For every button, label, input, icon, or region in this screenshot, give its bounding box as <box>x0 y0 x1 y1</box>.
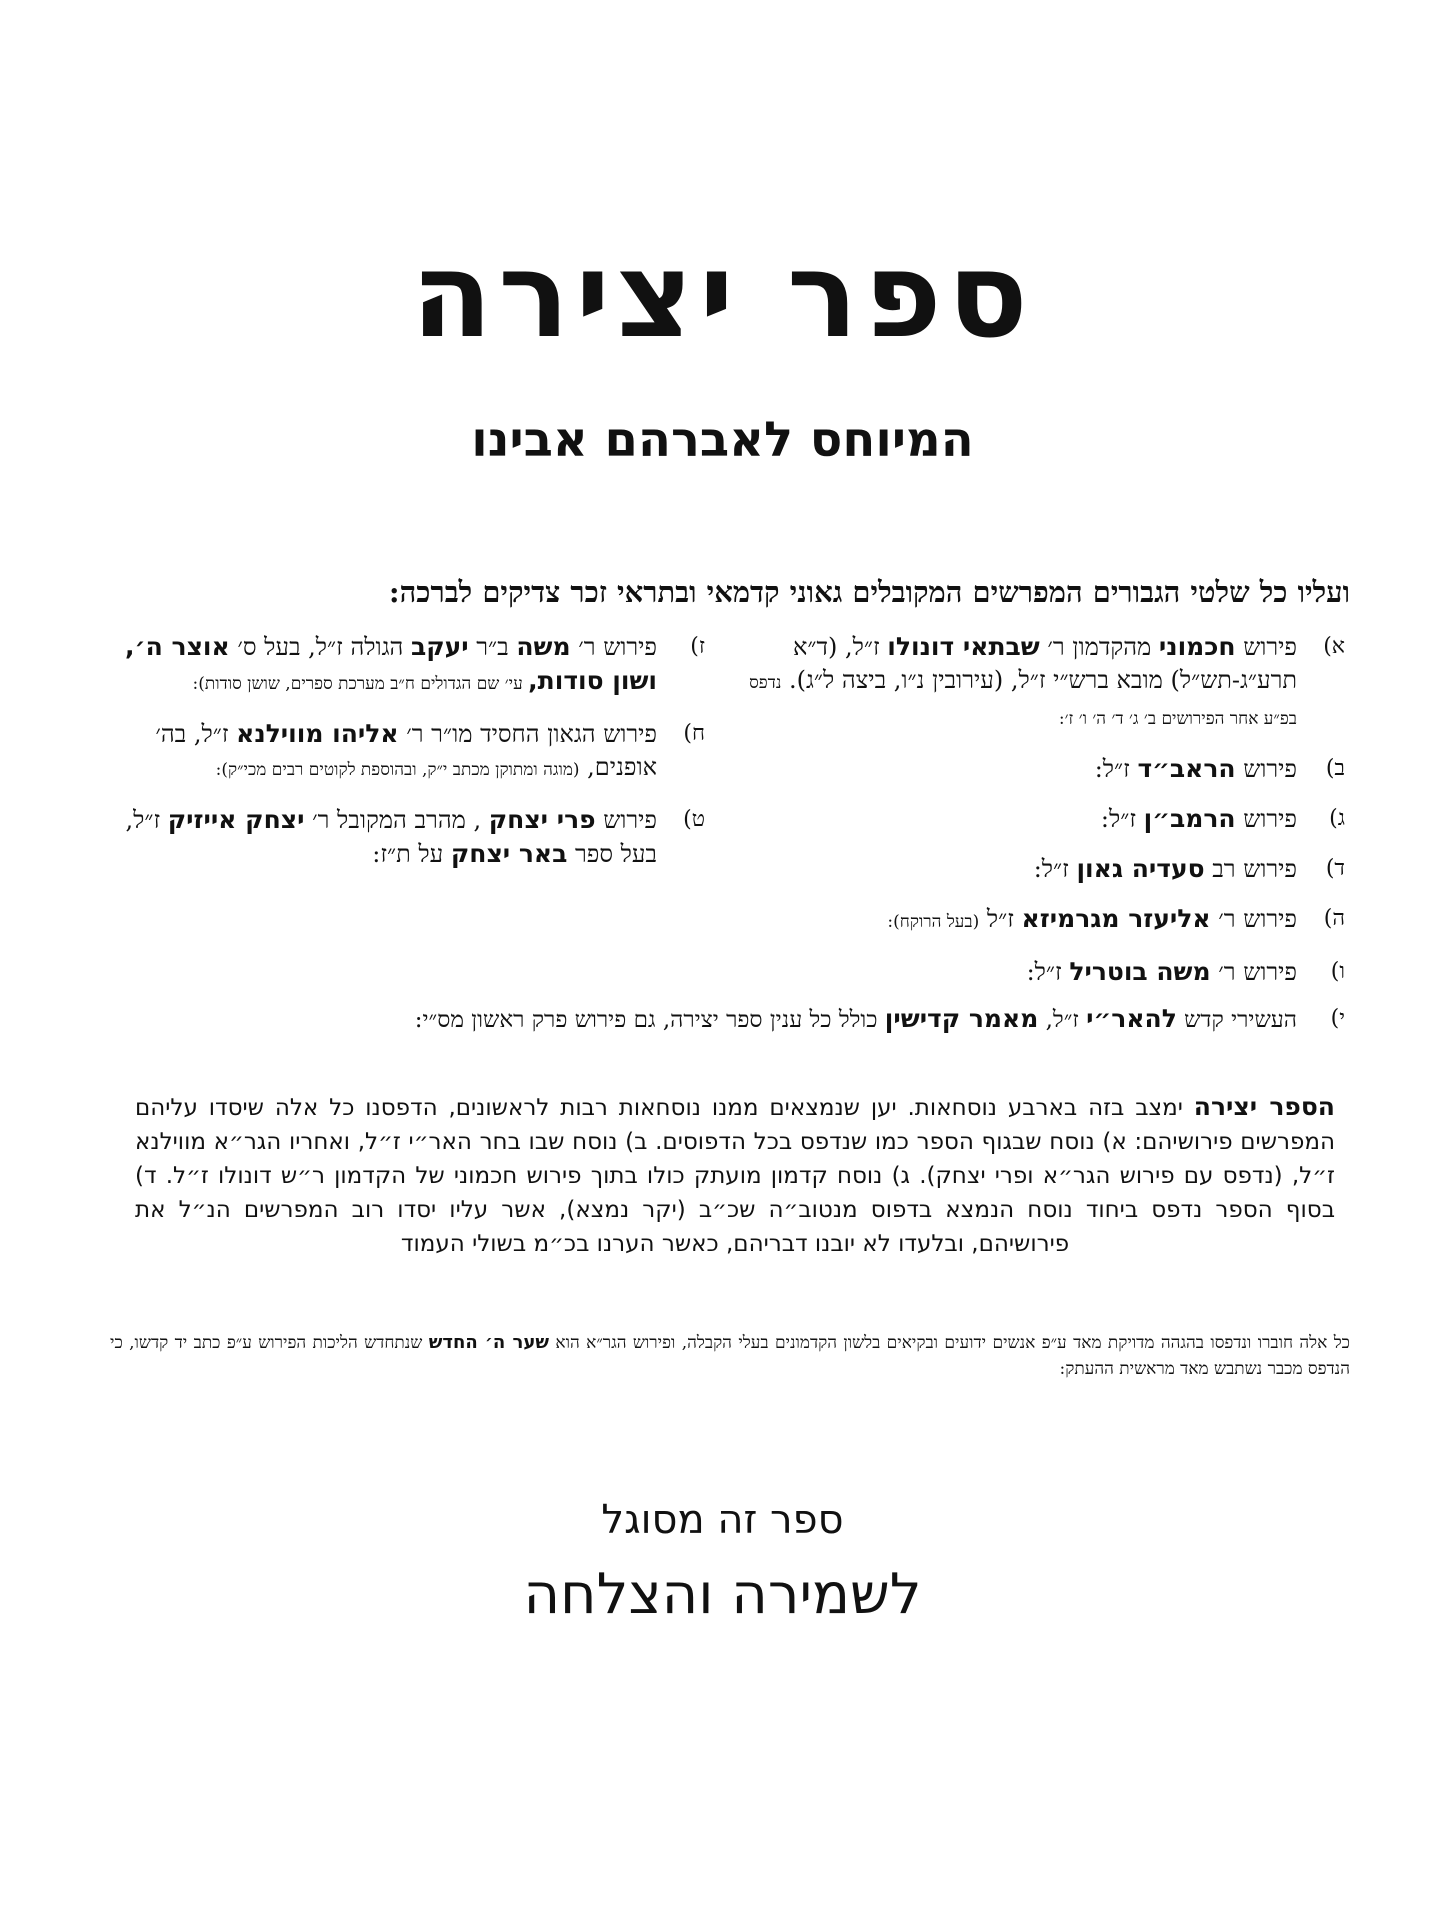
item-letter: ח) <box>683 721 705 746</box>
item-text-part: פירוש ר׳ <box>1210 958 1297 986</box>
author-name: מאמר קדישין <box>884 1004 1039 1033</box>
item-text-part: עי׳ שם הגדולים ח״ב מערכת ספרים, שושן סודות): <box>192 674 529 694</box>
author-name: פרי יצחק <box>488 805 596 834</box>
commentaries-left-column <box>95 630 705 887</box>
author-name: יצחק אייזיק <box>167 805 305 834</box>
item-text-part: פירוש ר׳ <box>1210 905 1297 933</box>
note-text-1: כל אלה חוברו ונדפסו בהגהה מדויקת מאד ע״פ אנשים ידועים ובקיאים בלשון הקדמונים בעלי הקבלה, ופירוש הגר״א הוא <box>549 1333 1350 1353</box>
item-text-part: ז״ל <box>979 905 1022 933</box>
item-text <box>95 803 657 871</box>
author-name: אליהו מווילנא <box>236 719 399 748</box>
item-letter: ג) <box>1329 806 1345 831</box>
item-text-part: (בעל הרוקח): <box>887 912 980 932</box>
item-text <box>95 717 657 787</box>
commentary-item <box>95 803 705 871</box>
author-name: באר יצחק <box>450 839 568 868</box>
item-text-part: ז״ל, <box>1038 1007 1087 1033</box>
commentary-item <box>735 852 1345 886</box>
author-name: סעדיה גאון <box>1076 854 1205 883</box>
item-letter: ו) <box>1330 959 1345 984</box>
item-text-part: העשירי קדש <box>1176 1007 1297 1033</box>
item-letter: ז) <box>690 634 705 659</box>
author-name: חכמוני <box>1158 632 1236 661</box>
item-letter: א) <box>1323 634 1345 659</box>
note-bold: שער ה׳ החדש <box>428 1332 550 1353</box>
item-text-part: פירוש רב <box>1204 855 1297 883</box>
book-title: ספר יצירה <box>411 226 1034 364</box>
commentary-item <box>95 717 705 787</box>
blessing-line-2: לשמירה והצלחה <box>523 1562 922 1627</box>
editorial-note <box>110 1330 1350 1382</box>
item-text-part: פירוש <box>1235 755 1297 783</box>
item-text-part: ז״ל: <box>1094 755 1138 783</box>
item-text-part: פירוש <box>1235 633 1297 661</box>
item-text-part: , מהרב המקובל ר׳ <box>304 806 489 834</box>
author-name: הרמב״ן <box>1143 804 1236 833</box>
item-text-part: הגולה ז״ל, בעל ס׳ <box>229 633 411 661</box>
paragraph-lead: הספר יצירה <box>1193 1092 1335 1121</box>
commentary-item-10 <box>95 1002 1345 1053</box>
item-text-part: פירוש ר׳ <box>570 633 657 661</box>
author-name: שבתאי דונולו <box>887 632 1040 661</box>
item-text-part: פירוש <box>595 806 657 834</box>
note-text-2: שנתחדש הליכות הפירוש ע״פ כתב יד קדשו, כי הנדפס מכבר נשתבש מאד מראשית ההעתק: <box>110 1333 1350 1379</box>
item-letter: י) <box>1330 1006 1345 1031</box>
commentaries-intro: ועליו כל שלטי הגבורים המפרשים המקובלים גאוני קדמאי ובתראי זכר צדיקים לברכה: <box>388 575 1350 609</box>
item-text <box>95 1002 1297 1037</box>
book-subtitle: המיוחס לאברהם אבינו <box>471 412 974 468</box>
item-text-part: ז״ל, בה׳ אופנים, <box>155 720 657 781</box>
commentary-item <box>735 630 1345 736</box>
item-text-part: פירוש הגאון החסיד מו״ר ר׳ <box>398 720 657 748</box>
commentary-item <box>735 752 1345 786</box>
item-text-part: פירוש <box>1235 805 1297 833</box>
commentary-item <box>95 1002 1345 1037</box>
item-text <box>735 852 1297 886</box>
item-text-part: ז״ל, (ד״א תרע״ג-תש״ל) מובא ברש״י ז״ל, (עירובין נ״ו, ביצה ל״ג). <box>781 633 1297 694</box>
author-name: משה <box>516 632 571 661</box>
author-name: להאר״י <box>1086 1004 1177 1033</box>
item-text-part: נדפס בפ״ע אחר הפירושים ב׳ ג׳ ד׳ ה׳ ו׳ ז׳: <box>749 673 1297 729</box>
blessing-line-1: ספר זה מסוגל <box>601 1497 844 1543</box>
item-text-part: ז״ל: <box>1026 958 1070 986</box>
item-text-part: ב״ר <box>468 633 517 661</box>
item-text-part: ז״ל, בעל ספר <box>125 806 657 868</box>
item-letter: ט) <box>683 807 705 832</box>
item-text <box>95 630 657 701</box>
commentary-item <box>95 630 705 701</box>
item-text-part: על ת״ז: <box>372 840 451 868</box>
item-text <box>735 902 1297 939</box>
item-text <box>735 955 1297 989</box>
item-letter: ה) <box>1323 906 1345 931</box>
author-name: אליעזר מגרמיזא <box>1021 904 1211 933</box>
editions-paragraph <box>135 1090 1335 1261</box>
item-text <box>735 752 1297 786</box>
item-text-part: מהקדמון ר׳ <box>1039 633 1159 661</box>
item-text-part: ז״ל: <box>1033 855 1077 883</box>
item-text <box>735 802 1297 836</box>
item-letter: ד) <box>1325 856 1345 881</box>
author-name: הראב״ד <box>1137 754 1236 783</box>
item-text <box>735 630 1297 736</box>
commentary-item <box>735 955 1345 989</box>
commentary-item <box>735 902 1345 939</box>
commentary-item <box>735 802 1345 836</box>
item-letter: ב) <box>1325 756 1345 781</box>
item-text-part: (מוגה ומתוקן מכתב י״ק, ובהוספת לקוטים רבים מכי״ק): <box>215 760 580 780</box>
author-name: אוצר ה׳, ושון סודות, <box>125 632 657 695</box>
commentaries-right-column <box>735 630 1345 1005</box>
author-name: משה בוטריל <box>1069 957 1211 986</box>
item-text-part: ז״ל: <box>1100 805 1144 833</box>
paragraph-text: ימצב בזה בארבע נוסחאות. יען שנמצאים ממנו נוסחאות רבות לראשונים, הדפסנו כל אלה שיסדו עליהם המפרשים פירושיהם: א) נוסח שבגוף הספר כמו שנדפס בכל הדפוסים. ב) נוסח שבו בחר האר״י ז״ל, ואחריו הגר״א מווילנא ז״ל, (נדפס עם פירוש הגר״א ופרי יצחק). ג) נוסח קדמון מועתק כולו בתוך פירוש חכמוני של הקדמון ר״ש דונולו ז״ל. ד) בסוף הספר נדפס ביחוד נוסח הנמצא בדפוס מנטוב״ה שכ״ב (יקר נמצא), אשר עליו יסדו רוב המפרשים הנ״ל את פירושיהם, ובלעדו לא יובנו דבריהם, כאשר הערנו בכ״מ בשולי העמוד <box>135 1095 1335 1257</box>
author-name: יעקב <box>410 632 469 661</box>
item-text-part: כולל כל ענין ספר יצירה, גם פירוש פרק ראשון מס״י: <box>414 1007 885 1033</box>
